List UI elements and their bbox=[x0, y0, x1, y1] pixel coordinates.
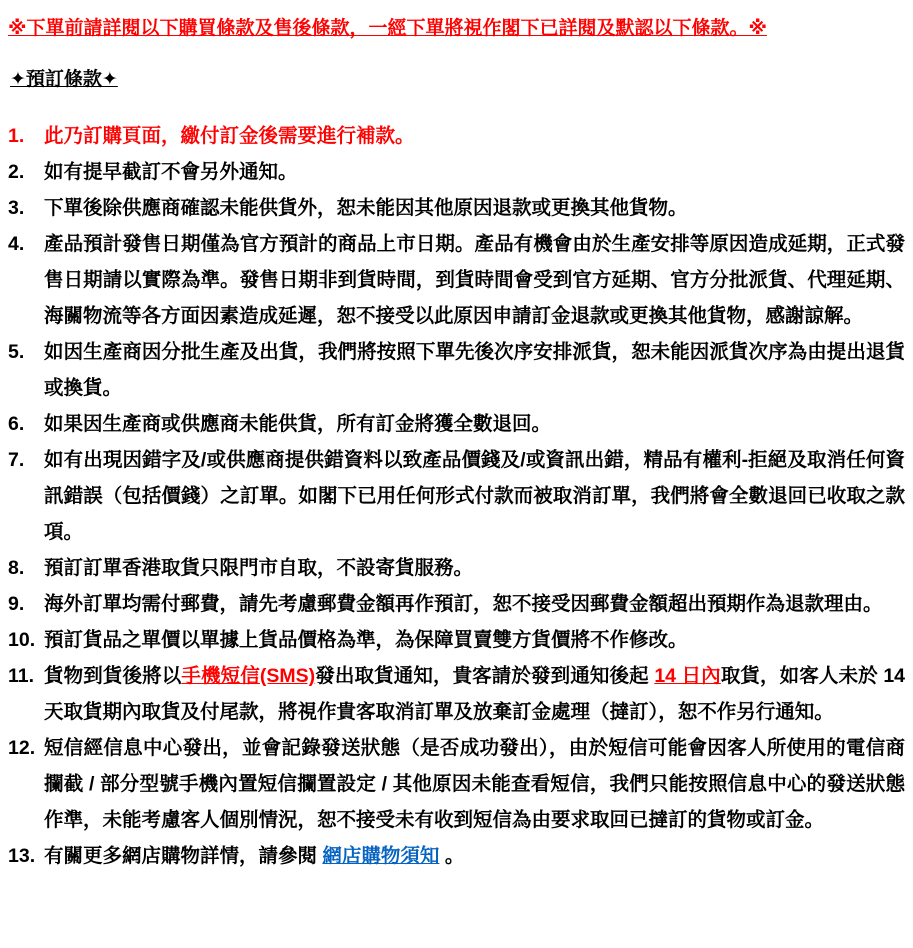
term-number: 13. bbox=[8, 845, 36, 867]
term-item-2 bbox=[8, 154, 905, 190]
term-number: 8. bbox=[8, 557, 25, 579]
term-item-5 bbox=[8, 334, 905, 406]
term-number: 3. bbox=[8, 197, 25, 219]
text-segment: 取貨，如客人未於 14 天取貨期內取貨及付尾款，將視作貴客取消訂單及放棄訂金處理（撻訂），恕不作另行通知。 bbox=[44, 665, 906, 723]
term-text bbox=[44, 118, 905, 154]
term-text bbox=[44, 406, 905, 442]
term-item-12 bbox=[8, 730, 905, 838]
term-text bbox=[44, 586, 905, 622]
text-segment: 預訂訂單香港取貨只限門市自取，不設寄貨服務。 bbox=[44, 557, 474, 579]
term-text bbox=[44, 550, 905, 586]
highlighted-text: 手機短信(SMS) bbox=[181, 665, 316, 687]
term-number: 2. bbox=[8, 161, 25, 183]
term-item-4 bbox=[8, 226, 905, 334]
text-segment: 如有出現因錯字及/或供應商提供錯資料以致產品價錢及/或資訊出錯，精品有權利-拒絕及取消任何資訊錯誤（包括價錢）之訂單。如閣下已用任何形式付款而被取消訂單，我們將會全數退回已收取之款項。 bbox=[44, 449, 905, 543]
term-item-9 bbox=[8, 586, 905, 622]
term-number: 9. bbox=[8, 593, 25, 615]
text-segment: 貨物到貨後將以 bbox=[44, 665, 182, 687]
text-segment: 此乃訂購頁面，繳付訂金後需要進行補款。 bbox=[44, 125, 415, 147]
term-item-1 bbox=[8, 118, 905, 154]
term-text bbox=[44, 226, 905, 334]
term-text bbox=[44, 442, 905, 550]
term-item-6 bbox=[8, 406, 905, 442]
term-number: 1. bbox=[8, 125, 25, 147]
term-item-7 bbox=[8, 442, 905, 550]
text-segment: 如因生產商因分批生產及出貨，我們將按照下單先後次序安排派貨，恕未能因派貨次序為由提出退貨或換貨。 bbox=[44, 341, 905, 399]
term-item-10 bbox=[8, 622, 905, 658]
term-text bbox=[44, 622, 905, 658]
term-number: 12. bbox=[8, 737, 36, 759]
term-text bbox=[44, 838, 905, 874]
term-number: 10. bbox=[8, 629, 36, 651]
term-number: 11. bbox=[8, 665, 35, 687]
term-text bbox=[44, 334, 905, 406]
text-segment: 預訂貨品之單價以單據上貨品價格為準，為保障買賣雙方貨價將不作修改。 bbox=[44, 629, 688, 651]
term-item-3 bbox=[8, 190, 905, 226]
text-segment: 下單後除供應商確認未能供貨外，恕未能因其他原因退款或更換其他貨物。 bbox=[44, 197, 688, 219]
text-segment: 。 bbox=[439, 845, 465, 867]
text-segment: 如有提早截訂不會另外通知。 bbox=[44, 161, 298, 183]
term-text bbox=[44, 190, 905, 226]
term-text bbox=[44, 154, 905, 190]
text-segment: 有關更多網店購物詳情，請參閱 bbox=[44, 845, 323, 867]
text-segment: 如果因生產商或供應商未能供貨，所有訂金將獲全數退回。 bbox=[44, 413, 552, 435]
terms-list bbox=[8, 118, 905, 874]
text-segment: 發出取貨通知，貴客請於發到通知後起 bbox=[315, 665, 655, 687]
text-segment: 短信經信息中心發出，並會記錄發送狀態（是否成功發出），由於短信可能會因客人所使用的電信商攔截 / 部分型號手機內置短信攔置設定 / 其他原因未能查看短信，我們只能按照信息中心的發送狀態作準，未能考慮客人個別情況，恕不接受未有收到短信為由要求取回已撻訂的貨物或訂金。 bbox=[44, 737, 905, 831]
text-segment: 產品預計發售日期僅為官方預計的商品上市日期。產品有機會由於生產安排等原因造成延期，正式發售日期請以實際為準。發售日期非到貨時間，到貨時間會受到官方延期、官方分批派貨、代理延期、海關物流等各方面因素造成延遲，恕不接受以此原因申請訂金退款或更換其他貨物，感謝諒解。 bbox=[44, 233, 905, 327]
store-shopping-guide-link[interactable]: 網店購物須知 bbox=[322, 845, 440, 867]
purchase-terms-notice: ※下單前請詳閱以下購買條款及售後條款，一經下單將視作閣下已詳閱及默認以下條款。※ bbox=[8, 18, 767, 39]
term-text bbox=[44, 658, 905, 730]
term-number: 6. bbox=[8, 413, 25, 435]
text-segment: 海外訂單均需付郵費，請先考慮郵費金額再作預訂，恕不接受因郵費金額超出預期作為退款理由。 bbox=[44, 593, 883, 615]
term-item-8 bbox=[8, 550, 905, 586]
term-text bbox=[44, 730, 905, 838]
term-item-11 bbox=[8, 658, 905, 730]
preorder-terms-heading: ✦預訂條款✦ bbox=[10, 69, 118, 90]
term-item-13 bbox=[8, 838, 905, 874]
highlighted-text: 14 日內 bbox=[654, 665, 721, 687]
term-number: 4. bbox=[8, 233, 25, 255]
term-number: 7. bbox=[8, 449, 25, 471]
term-number: 5. bbox=[8, 341, 25, 363]
